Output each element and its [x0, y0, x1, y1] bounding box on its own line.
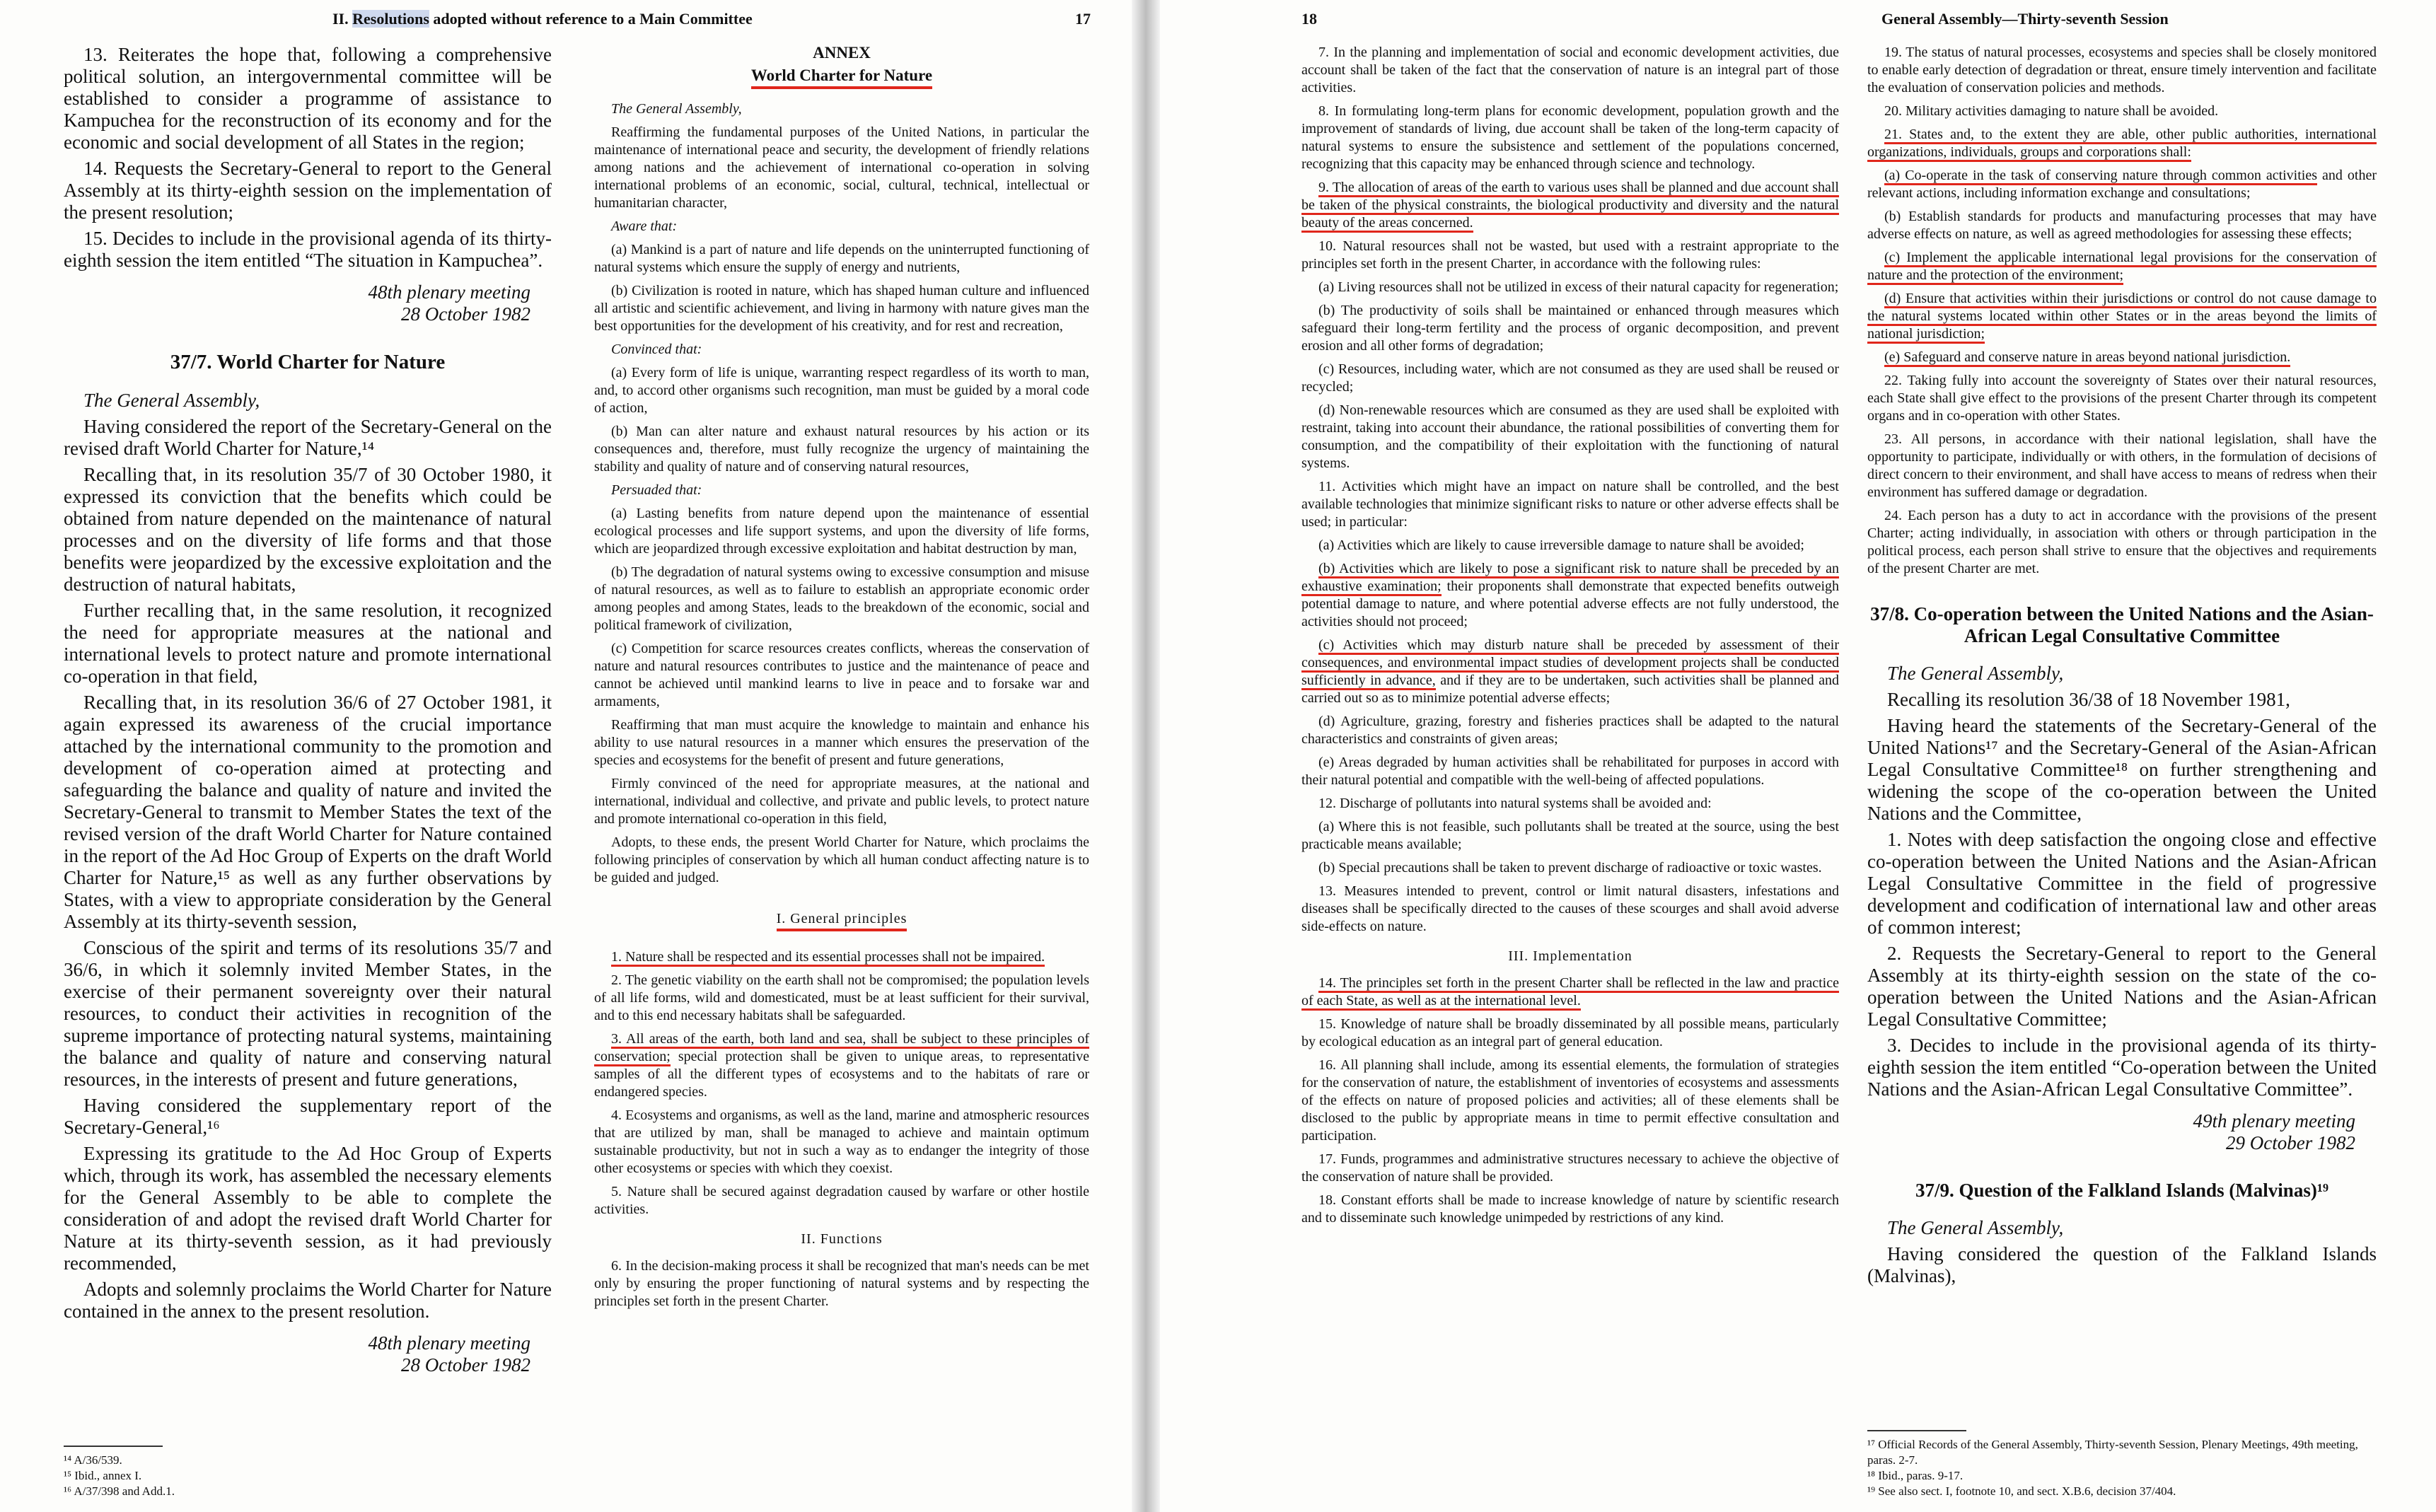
paragraph: Further recalling that, in the same resolution, it recognized the need for appropriate measures at the national and international levels to protect nature and promote international co-operation in that field,: [64, 600, 552, 687]
paragraph: [1301, 636, 1839, 707]
page-number: 18: [1301, 10, 1317, 28]
paragraph: 11. Activities which might have an impact on nature shall be controlled, and the best available technologies that minimize significant risks to nature or other adverse effects shall be used; in particular:: [1301, 479, 1839, 530]
footnote: ¹⁶ A/37/398 and Add.1.: [64, 1484, 175, 1498]
paragraph: Reaffirming the fundamental purposes of the United Nations, in particular the maintenance of international peace and security, the development of friendly relations among nations and the achievement of international co-operation in solving international problems of an economic, social, cultural, technical, intellectual or humanitarian character,: [594, 124, 1089, 211]
paragraph: 20. Military activities damaging to nature shall be avoided.: [1884, 103, 2219, 119]
footnote: ¹⁷ Official Records of the General Assembly, Thirty-seventh Session, Plenary Meetings, 49th meeting, paras. 2-7.: [1867, 1438, 2358, 1467]
underlined-text: (e) Safeguard and conserve nature in areas beyond national jurisdiction.: [1884, 349, 2290, 367]
underlined-text: 3. All areas of the earth, both land and sea, shall be subject to these principles of conservation;: [594, 1031, 1089, 1066]
paragraph: (d) Non-renewable resources which are consumed as they are used shall be exploited with restraint, taking into account their abundance, the rational possibilities of converting them for consumption, and the compatibility of their exploitation with the functioning of natural systems.: [1301, 402, 1839, 471]
resolution-title: 37/7. World Charter for Nature: [170, 351, 446, 373]
paragraph: Convinced that:: [611, 342, 702, 357]
paragraph: (a) Living resources shall not be utilized in excess of their natural capacity for regeneration;: [1318, 279, 1839, 295]
paragraph: 13. Reiterates the hope that, following a comprehensive political solution, an intergovernmental committee will be established to consider a programme of assistance to Kampuchea for the reconstruction of its economy and for the economic and social development of all States in the region;: [64, 44, 552, 153]
paragraph: Adopts and solemnly proclaims the World Charter for Nature contained in the annex to the present resolution.: [64, 1279, 552, 1322]
footnote-divider: [64, 1446, 163, 1447]
footnote: ¹⁵ Ibid., annex I.: [64, 1469, 142, 1482]
underlined-text: (a) Co-operate in the task of conserving nature through common activities: [1884, 168, 2317, 185]
signature-block: [1867, 1110, 2355, 1154]
preamble-opening: The General Assembly,: [611, 101, 742, 117]
underlined-text: (b) Activities which are likely to pose a significant risk to nature shall be preceded by an exhaustive examination;: [1301, 561, 1839, 596]
paragraph: Firmly convinced of the need for appropriate measures, at the national and international, individual and collective, and private and public levels, to protect nature and promote international co-operation in this field,: [594, 776, 1089, 827]
paragraph: 2. Requests the Secretary-General to report to the General Assembly at its thirty-eighth session on the state of the co-operation between the United Nations and the Asian-African Legal Consultative Committee;: [1867, 943, 2377, 1030]
annex-heading: ANNEX: [813, 44, 871, 62]
meeting-line: 49th plenary meeting: [2193, 1110, 2355, 1132]
paragraph: 13. Measures intended to prevent, control or limit natural disasters, infestations and diseases shall be specifically directed to the causes of these scourges and shall avoid adverse side-effects on nature.: [1301, 883, 1839, 934]
resolution-title: 37/9. Question of the Falkland Islands (Malvinas)¹⁹: [1915, 1180, 2329, 1201]
paragraph: Having heard the statements of the Secretary-General of the United Nations¹⁷ and the Secretary-General of the Asian-African Legal Consultative Committee¹⁸ on further strengthening and widening the scope of the co-operation between the United Nations and the Committee,: [1867, 715, 2377, 824]
section-heading: I. General principles: [777, 911, 907, 931]
paragraph: (b) Civilization is rooted in nature, which has shaped human culture and influenced all artistic and scientific achievement, and living in harmony with nature gives man the best opportunities for the development of his creativity, and for rest and recreation,: [594, 283, 1089, 334]
paragraph: (b) The productivity of soils shall be maintained or enhanced through measures which safeguard their long-term fertility and the process of organic decomposition, and prevent erosion and all other forms of degradation;: [1301, 303, 1839, 354]
paragraph: 19. The status of natural processes, ecosystems and species shall be closely monitored to enable early detection of degradation or threat, ensure timely intervention and facilitate the evaluation of conservation policies and methods.: [1867, 45, 2377, 95]
preamble-opening: The General Assembly,: [83, 390, 260, 411]
paragraph: 17. Funds, programmes and administrative structures necessary to achieve the objective of the conservation of nature shall be provided.: [1301, 1151, 1839, 1185]
paragraph: [594, 948, 1089, 966]
underlined-text: (d) Ensure that activities within their jurisdictions or control do not cause damage to the natural systems located within other States or in the areas beyond the limits of national jurisdiction;: [1867, 291, 2377, 344]
paragraph: (b) Establish standards for products and manufacturing processes that may have adverse effects on nature, as well as agreed methodologies for assessing these effects;: [1867, 209, 2377, 242]
paragraph-text: their proponents shall demonstrate that expected benefits outweigh potential damage to nature, and where potential adverse effects are not fully understood, the activities should not proceed;: [1301, 578, 1839, 629]
preamble-opening: The General Assembly,: [1887, 1217, 2064, 1238]
right-page: [1160, 0, 2436, 1512]
underlined-text: 1. Nature shall be respected and its essential processes shall not be impaired.: [611, 949, 1045, 967]
underlined-text: (c) Activities which may disturb nature shall be preceded by assessment of their consequences, and environmental impact studies of development projects shall be conducted sufficiently in advance,: [1301, 637, 1839, 690]
highlighted-word: Resolutions: [352, 10, 429, 28]
date-line: 28 October 1982: [401, 303, 530, 325]
paragraph: Having considered the question of the Falkland Islands (Malvinas),: [1867, 1243, 2377, 1286]
signature-block: [64, 1332, 530, 1376]
paragraph: 14. Requests the Secretary-General to report to the General Assembly at its thirty-eighth session on the implementation of the present resolution;: [64, 158, 552, 223]
paragraph: (a) Where this is not feasible, such pollutants shall be treated at the source, using the best practicable means available;: [1301, 819, 1839, 852]
paragraph: 23. All persons, in accordance with their national legislation, shall have the opportunity to participate, individually or with others, in the formulation of decisions of direct concern to their environment, and shall have access to means of redress when their environment has suffered damage or degradation.: [1867, 431, 2377, 500]
paragraph: Adopts, to these ends, the present World Charter for Nature, which proclaims the following principles of conservation by which all human conduct affecting nature is to be guided and judged.: [594, 834, 1089, 885]
resolution-title: 37/8. Co-operation between the United Nations and the Asian-African Legal Consultative Committee: [1870, 603, 2374, 646]
paragraph: [1867, 249, 2377, 284]
paragraph: (b) Special precautions shall be taken to prevent discharge of radioactive or toxic wastes.: [1318, 860, 1822, 876]
paragraph: 1. Notes with deep satisfaction the ongoing close and effective co-operation between the United Nations and the Asian-African Legal Consultative Committee in the field of progressive development and codification of international law and other areas of common interest;: [1867, 829, 2377, 938]
paragraph: 12. Discharge of pollutants into natural systems shall be avoided and:: [1318, 796, 1712, 811]
page-gutter: [1132, 0, 1160, 1512]
charter-title: World Charter for Nature: [751, 66, 932, 89]
paragraph: (c) Resources, including water, which are not consumed as they are used shall be reused or recycled;: [1301, 361, 1839, 395]
paragraph: 2. The genetic viability on the earth shall not be compromised; the population levels of all life forms, wild and domesticated, must be at least sufficient for their survival, and to this end necessary habitats shall be safeguarded.: [594, 972, 1089, 1023]
meeting-line: 48th plenary meeting: [368, 281, 530, 303]
left-column: [1301, 44, 1839, 1233]
paragraph: (a) Activities which are likely to cause irreversible damage to nature shall be avoided;: [1318, 537, 1804, 553]
paragraph: Having considered the report of the Secretary-General on the revised draft World Charter for Nature,¹⁴: [64, 416, 552, 459]
paragraph: Persuaded that:: [611, 482, 702, 498]
right-column: [1867, 44, 2377, 1291]
underlined-text: 9. The allocation of areas of the earth to various uses shall be planned and due account shall be taken of the physical constraints, the biological productivity and diversity and the natural beauty of the areas concerned.: [1301, 180, 1839, 233]
paragraph: (c) Competition for scarce resources creates conflicts, whereas the conservation of nature and natural resources contributes to justice and the maintenance of peace and cannot be achieved until mankind learns to live in peace and to forsake war and armaments,: [594, 641, 1089, 709]
paragraph: 18. Constant efforts shall be made to increase knowledge of nature by scientific research and to disseminate such knowledge unimpeded by restrictions of any kind.: [1301, 1192, 1839, 1226]
paragraph: Having considered the supplementary report of the Secretary-General,¹⁶: [64, 1095, 552, 1138]
charter-title-wrap: [594, 66, 1089, 93]
preamble-opening: The General Assembly,: [1887, 663, 2064, 684]
paragraph: Conscious of the spirit and terms of its resolutions 35/7 and 36/6, in which it solemnly invited Member States, in the exercise of their permanent sovereignty over their natural resources, to conduct their activities in recognition of the supreme importance of protecting natural systems, maintaining the balance and quality of nature and conserving natural resources, in the interests of present and future generations,: [64, 937, 552, 1090]
paragraph-text: and if they are to be undertaken, such activities shall be planned and carried out so as to minimize potential adverse effects;: [1301, 673, 1839, 706]
annex-column: [594, 44, 1089, 1316]
footnotes: [1867, 1409, 2377, 1499]
paragraph: 24. Each person has a duty to act in accordance with the provisions of the present Charter; acting individually, in association with others or through participation in the political process, each person shall strive to ensure that the objectives and requirements of the present Charter are met.: [1867, 508, 2377, 576]
running-header-text: II. Resolutions adopted without reference to a Main Committee: [332, 10, 753, 28]
paragraph: (a) Lasting benefits from nature depend upon the maintenance of essential ecological processes and life support systems, and upon the diversity of life forms, which are jeopardized through excessive exploitation and habitat destruction by man,: [594, 506, 1089, 557]
running-header: General Assembly—Thirty-seventh Session: [1881, 10, 2169, 28]
date-line: 28 October 1982: [401, 1354, 530, 1376]
paragraph: 7. In the planning and implementation of social and economic development activities, due account shall be taken of the fact that the conservation of nature is an integral part of those activities.: [1301, 45, 1839, 95]
date-line: 29 October 1982: [2226, 1132, 2355, 1153]
paragraph: [1867, 349, 2377, 366]
page-number: 17: [1075, 10, 1091, 28]
left-column: [64, 44, 552, 1383]
underlined-text: 14. The principles set forth in the present Charter shall be reflected in the law and practice of each State, as well as at the international level.: [1301, 975, 1839, 1011]
paragraph: Recalling its resolution 36/38 of 18 November 1981,: [1887, 689, 2290, 710]
paragraph: 5. Nature shall be secured against degradation caused by warfare or other hostile activities.: [594, 1184, 1089, 1217]
paragraph: Aware that:: [611, 219, 678, 234]
paragraph: Reaffirming that man must acquire the knowledge to maintain and enhance his ability to use natural resources in a manner which ensures the preservation of the species and ecosystems for the benefit of present and future generations,: [594, 717, 1089, 768]
section-heading: III. Implementation: [1508, 948, 1632, 964]
footnote: ¹⁸ Ibid., paras. 9-17.: [1867, 1469, 1964, 1482]
paragraph: (b) Man can alter nature and exhaust natural resources by his action or its consequences and, therefore, must fully recognize the urgency of maintaining the stability and quality of nature and of conserving natural resources,: [594, 424, 1089, 475]
paragraph: 8. In formulating long-term plans for economic development, population growth and the improvement of standards of living, due account shall be taken of the long-term capacity of natural systems to ensure the subsistence and settlement of the populations concerned, recognizing that this capacity may be enhanced through science and technology.: [1301, 103, 1839, 172]
paragraph: 22. Taking fully into account the sovereignty of States over their natural resources, each State shall give effect to the provisions of the present Charter through its competent organs and in co-operation with other States.: [1867, 373, 2377, 424]
underlined-text: (c) Implement the applicable international legal provisions for the conservation of nature and the protection of the environment;: [1867, 250, 2377, 285]
footnote: ¹⁴ A/36/539.: [64, 1453, 122, 1467]
paragraph: 4. Ecosystems and organisms, as well as the land, marine and atmospheric resources that are utilized by man, shall be managed to achieve and maintain optimum sustainable productivity, but not in such a way as to endanger the integrity of those other ecosystems or species with which they coexist.: [594, 1107, 1089, 1176]
footnotes: [64, 1424, 488, 1499]
underlined-text: 21. States and, to the extent they are able, other public authorities, international organizations, individuals, groups and corporations shall:: [1867, 127, 2377, 162]
paragraph: (a) Mankind is a part of nature and life depends on the uninterrupted functioning of natural systems which ensure the supply of energy and nutrients,: [594, 242, 1089, 275]
paragraph: Recalling that, in its resolution 35/7 of 30 October 1980, it expressed its conviction that the benefits which could be obtained from nature depended on the maintenance of natural processes and on the diversity of life forms and that those benefits were jeopardized by the excessive exploitation and the destruction of natural habitats,: [64, 464, 552, 595]
paragraph: [1867, 167, 2377, 202]
section-heading: II. Functions: [801, 1231, 883, 1247]
paragraph: Expressing its gratitude to the Ad Hoc Group of Experts which, through its work, has assembled the necessary elements for the General Assembly to be able to complete the consideration of and adopt the revised draft World Charter for Nature at its thirty-seventh session, as it had previously recommended,: [64, 1143, 552, 1274]
footnote: ¹⁹ See also sect. I, footnote 10, and sect. X.B.6, decision 37/404.: [1867, 1484, 2176, 1498]
running-header: [332, 10, 753, 28]
paragraph: (d) Agriculture, grazing, forestry and fisheries practices shall be adapted to the natural characteristics and constraints of given areas;: [1301, 714, 1839, 747]
paragraph: [1867, 126, 2377, 161]
paragraph: [1301, 975, 1839, 1010]
paragraph-text: special protection shall be given to unique areas, to representative samples of all the different types of ecosystems and to the habitats of rare or endangered species.: [594, 1049, 1089, 1100]
paragraph: 6. In the decision-making process it shall be recognized that man's needs can be met only by ensuring the proper functioning of natural systems and by respecting the principles set forth in the present Charter.: [594, 1258, 1089, 1309]
paragraph-text: and other relevant actions, including information exchange and consultations;: [1867, 168, 2377, 201]
paragraph: 3. Decides to include in the provisional agenda of its thirty-eighth session the item entitled “Co-operation between the United Nations and the Asian-African Legal Consultative Committee”.: [1867, 1035, 2377, 1100]
paragraph: (b) The degradation of natural systems owing to excessive consumption and misuse of natural resources, as well as to failure to establish an appropriate economic order among peoples and among States, leads to the breakdown of the economic, social and political framework of civilization,: [594, 564, 1089, 633]
paragraph: [1301, 179, 1839, 232]
paragraph: [1301, 560, 1839, 631]
footnote-divider: [1867, 1430, 1966, 1431]
paragraph: [1867, 290, 2377, 343]
paragraph: [594, 1030, 1089, 1101]
paragraph: Recalling that, in its resolution 36/6 of 27 October 1981, it again expressed its awareness of the crucial importance attached by the international community to the promotion and development of co-operation aimed at protecting and safeguarding the balance and quality of nature and invited the Secretary-General to transmit to Member States the text of the revised version of the draft World Charter for Nature contained in the report of the Ad Hoc Group of Experts on the draft World Charter for Nature,¹⁵ as well as any further observations by States, with a view to appropriate consideration by the General Assembly at its thirty-seventh session,: [64, 692, 552, 932]
paragraph: 15. Knowledge of nature shall be broadly disseminated by all possible means, particularly by ecological education as an integral part of general education.: [1301, 1016, 1839, 1049]
paragraph: 16. All planning shall include, among its essential elements, the formulation of strategies for the conservation of nature, the establishment of inventories of ecosystems and assessments of the effects on nature of proposed policies and activities; all of these elements shall be disclosed to the public by appropriate means in time to permit effective consultation and participation.: [1301, 1057, 1839, 1144]
meeting-line: 48th plenary meeting: [368, 1332, 530, 1354]
paragraph: (a) Every form of life is unique, warranting respect regardless of its worth to man, and, to accord other organisms such recognition, man must be guided by a moral code of action,: [594, 365, 1089, 416]
section-heading-wrap: [594, 898, 1089, 941]
paragraph: 10. Natural resources shall not be wasted, but used with a restraint appropriate to the principles set forth in the present Charter, in accordance with the following rules:: [1301, 238, 1839, 272]
paragraph: 15. Decides to include in the provisional agenda of its thirty-eighth session the item entitled “The situation in Kampuchea”.: [64, 228, 552, 271]
signature-block: [64, 281, 530, 325]
left-page: [0, 0, 1132, 1512]
paragraph: (e) Areas degraded by human activities shall be rehabilitated for purposes in accord with their natural potential and compatible with the well-being of affected populations.: [1301, 755, 1839, 788]
